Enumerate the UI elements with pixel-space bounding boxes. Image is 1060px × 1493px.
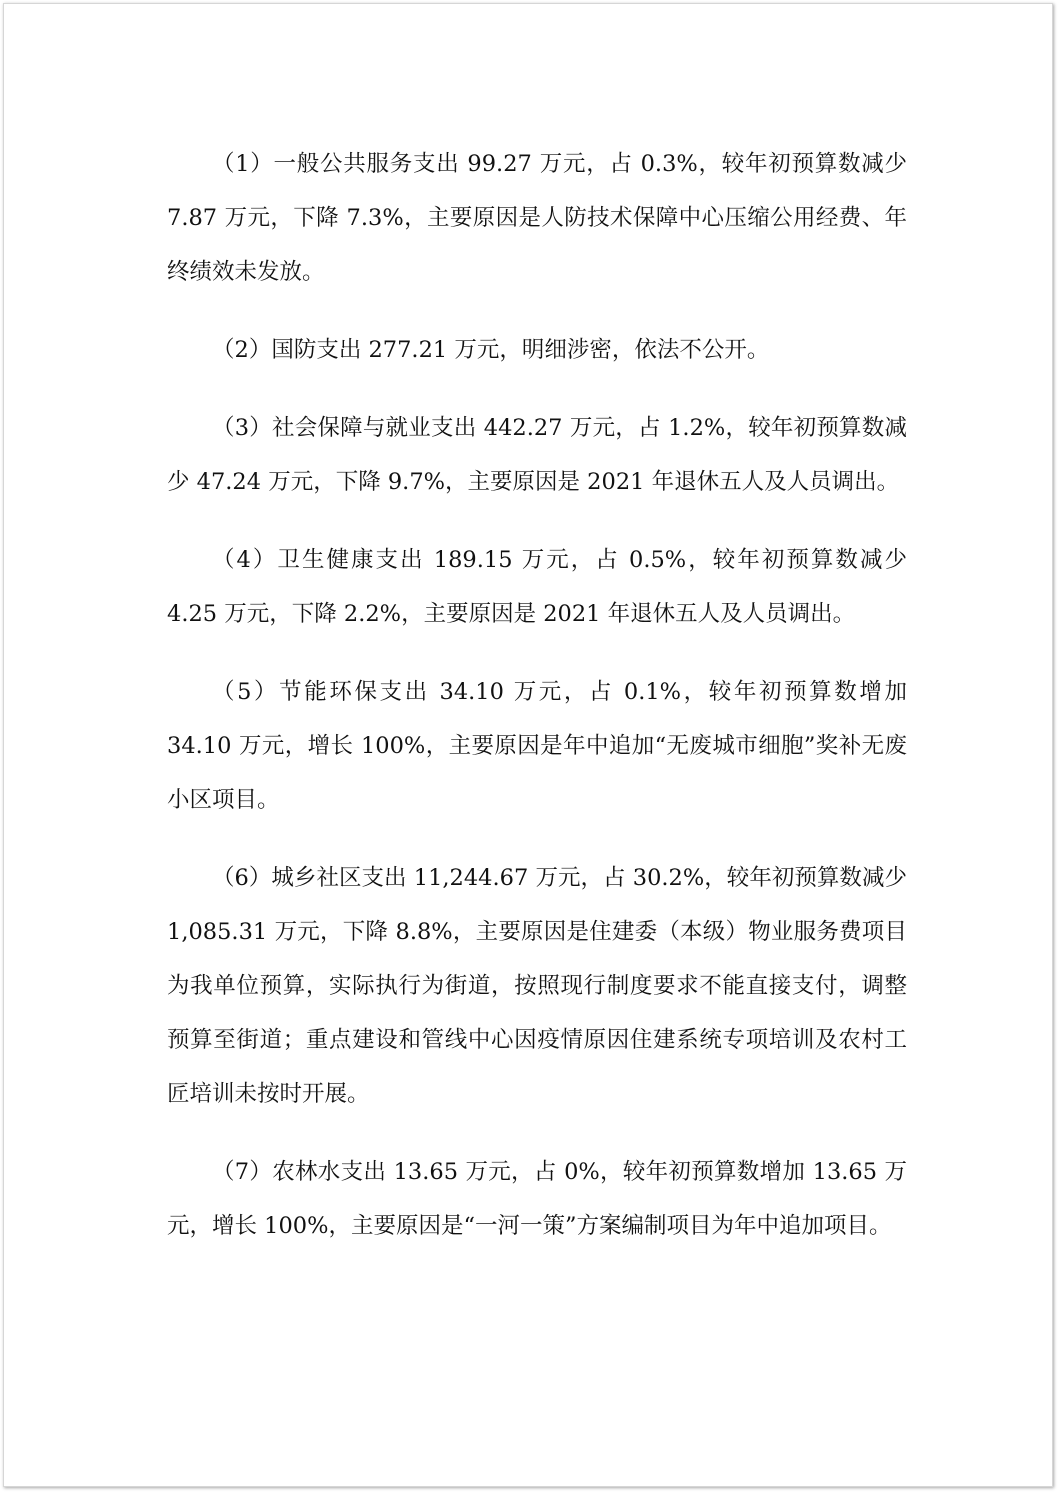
paragraph-gap [167,377,907,401]
paragraph-general-public-services: （1）一般公共服务支出 99.27 万元，占 0.3%，较年初预算数减少 7.87 万元，下降 7.3%，主要原因是人防技术保障中心压缩公用经费、年终绩效未发放。 [167,151,907,285]
paragraph-gap [167,827,907,851]
paragraph-urban-rural-community: （6）城乡社区支出 11,244.67 万元，占 30.2%，较年初预算数减少 1,085.31 万元，下降 8.8%，主要原因是住建委（本级）物业服务费项目为我单位预算，实际执行为街道，按照现行制度要求不能直接支付，调整预算至街道；重点建设和管线中心因疫情原因住建系统专项培训及农村工匠培训未按时开展。 [167,865,907,1107]
paragraph-gap [167,641,907,665]
paragraph-gap [167,299,907,323]
paragraph-gap [167,1121,907,1145]
paragraph-social-security: （3）社会保障与就业支出 442.27 万元，占 1.2%，较年初预算数减少 47.24 万元，下降 9.7%，主要原因是 2021 年退休五人及人员调出。 [167,415,907,495]
paragraph-agriculture-forestry-water: （7）农林水支出 13.65 万元，占 0%，较年初预算数增加 13.65 万元，增长 100%，主要原因是“一河一策”方案编制项目为年中追加项目。 [167,1159,907,1239]
paragraph-environmental-protection: （5）节能环保支出 34.10 万元，占 0.1%，较年初预算数增加 34.10 万元，增长 100%，主要原因是年中追加“无废城市细胞”奖补无废小区项目。 [167,679,907,813]
document-page [3,3,1053,1487]
paragraph-gap [167,509,907,533]
paragraph-national-defense: （2）国防支出 277.21 万元，明细涉密，依法不公开。 [212,337,770,363]
paragraph-health: （4）卫生健康支出 189.15 万元，占 0.5%，较年初预算数减少 4.25 万元，下降 2.2%，主要原因是 2021 年退休五人及人员调出。 [167,547,907,627]
document-body [167,137,907,1253]
